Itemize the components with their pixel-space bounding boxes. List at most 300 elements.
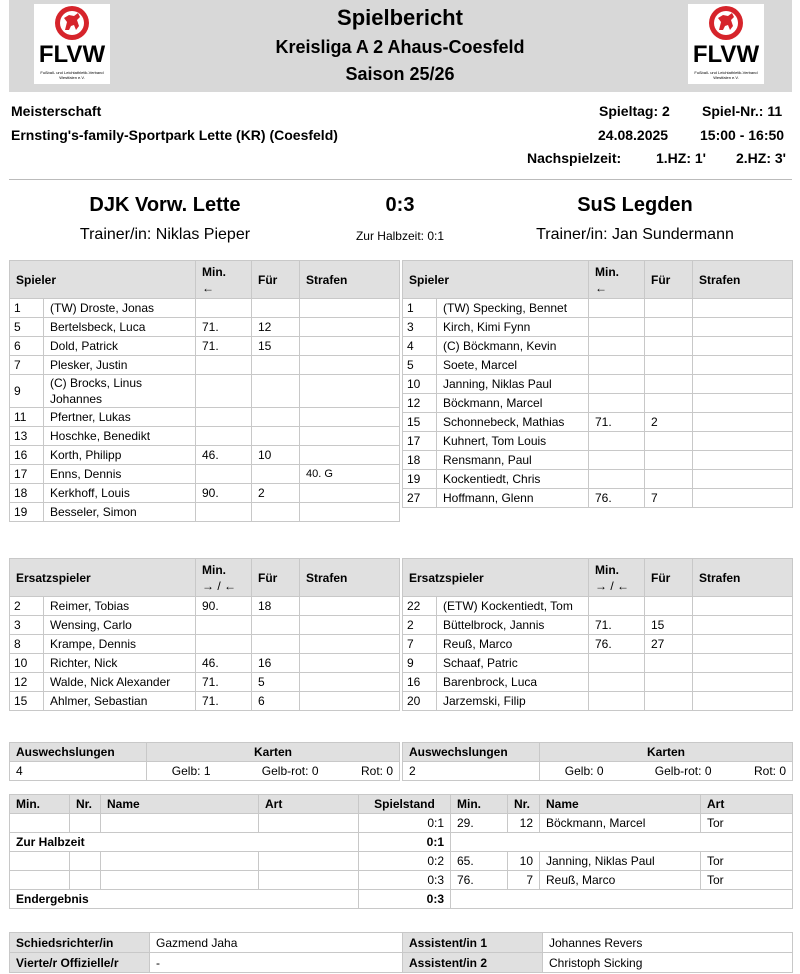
- player-strafen: [693, 432, 793, 451]
- player-nr: 7: [403, 635, 437, 654]
- halftime-score-cell: 0:1: [359, 833, 451, 852]
- player-fuer: [645, 394, 693, 413]
- player-min: 90.: [196, 597, 252, 616]
- player-strafen: [693, 337, 793, 356]
- player-min: [589, 470, 645, 489]
- player-nr: 20: [403, 692, 437, 711]
- player-name: Kuhnert, Tom Louis: [437, 432, 589, 451]
- table-header: [403, 559, 793, 597]
- player-fuer: 18: [252, 597, 300, 616]
- spieler-header: Spieler: [10, 261, 196, 299]
- min-header: [589, 261, 645, 299]
- table-row: [403, 356, 793, 375]
- player-min: 46.: [196, 654, 252, 673]
- gelb-count: Gelb: 0: [540, 762, 610, 781]
- gelbrot-count: Gelb-rot: 0: [217, 762, 325, 781]
- min-arrow: ←: [202, 280, 214, 295]
- player-nr: 27: [403, 489, 437, 508]
- fuer-header: Für: [645, 559, 693, 597]
- away-lineup-table: [402, 260, 793, 508]
- event-name: Reuß, Marco: [540, 871, 701, 890]
- event-score: 0:3: [359, 871, 451, 890]
- player-min: 71.: [589, 413, 645, 432]
- player-name: (ETW) Kockentiedt, Tom: [437, 597, 589, 616]
- player-name: Enns, Dennis: [44, 465, 196, 484]
- player-name: (TW) Droste, Jonas: [44, 299, 196, 318]
- player-name: Besseler, Simon: [44, 503, 196, 522]
- player-fuer: [252, 299, 300, 318]
- player-min: [196, 427, 252, 446]
- player-name: Janning, Niklas Paul: [437, 375, 589, 394]
- player-fuer: [252, 427, 300, 446]
- match-time: 15:00 - 16:50: [700, 127, 785, 143]
- table-row: [10, 616, 400, 635]
- final-row: [10, 890, 793, 909]
- player-name: Richter, Nick: [44, 654, 196, 673]
- event-min: 76.: [451, 871, 508, 890]
- player-min: [196, 375, 252, 408]
- player-strafen: [693, 394, 793, 413]
- table-row: [403, 432, 793, 451]
- player-strafen: [300, 408, 400, 427]
- ass1-label: Assistent/in 1: [403, 933, 543, 953]
- player-nr: 16: [10, 446, 44, 465]
- player-strafen: [693, 489, 793, 508]
- player-min: [196, 356, 252, 375]
- player-name: Rensmann, Paul: [437, 451, 589, 470]
- player-strafen: [693, 470, 793, 489]
- table-row: [10, 446, 400, 465]
- player-nr: 10: [403, 375, 437, 394]
- min-arrow: → / ←: [595, 578, 630, 593]
- table-row: [10, 692, 400, 711]
- player-strafen: [300, 654, 400, 673]
- logo-subtext: Fußball- und Leichtathletik-Verband Westfalen e.V.: [40, 70, 104, 80]
- player-fuer: 7: [645, 489, 693, 508]
- min-header: [196, 261, 252, 299]
- home-summary-table: [9, 742, 400, 781]
- strafen-header: Strafen: [300, 559, 400, 597]
- table-row: [10, 299, 400, 318]
- table-header: [10, 261, 400, 299]
- player-strafen: [300, 446, 400, 465]
- nachspielzeit-label: Nachspielzeit:: [527, 150, 622, 166]
- player-name: Plesker, Justin: [44, 356, 196, 375]
- event-name: Janning, Niklas Paul: [540, 852, 701, 871]
- endergebnis-score: 0:3: [359, 890, 451, 909]
- endergebnis-label: Endergebnis: [10, 890, 359, 909]
- away-subs-table: [402, 558, 793, 711]
- table-row: [10, 673, 400, 692]
- halftime-row: [10, 833, 793, 852]
- player-fuer: 15: [645, 616, 693, 635]
- player-min: 71.: [589, 616, 645, 635]
- player-strafen: [300, 597, 400, 616]
- player-fuer: [645, 673, 693, 692]
- auswechslungen-header: Auswechslungen: [403, 743, 540, 762]
- halftime-label: Zur Halbzeit: [10, 833, 359, 852]
- player-fuer: [645, 470, 693, 489]
- player-name: Pfertner, Lukas: [44, 408, 196, 427]
- min-label: Min.: [595, 562, 619, 577]
- home-subs-table: [9, 558, 400, 711]
- player-nr: 1: [403, 299, 437, 318]
- ersatz-header: Ersatzspieler: [10, 559, 196, 597]
- player-fuer: 27: [645, 635, 693, 654]
- player-min: [589, 299, 645, 318]
- player-min: [196, 408, 252, 427]
- player-strafen: [693, 318, 793, 337]
- player-strafen: [693, 451, 793, 470]
- logo-subtext: Fußball- und Leichtathletik-Verband Westfalen e.V.: [694, 70, 758, 80]
- ass2-name: Christoph Sicking: [543, 953, 793, 973]
- player-min: [589, 451, 645, 470]
- gelbrot-count: Gelb-rot: 0: [610, 762, 718, 781]
- table-row: [10, 654, 400, 673]
- player-name: Reimer, Tobias: [44, 597, 196, 616]
- player-name: Walde, Nick Alexander: [44, 673, 196, 692]
- table-row: [403, 635, 793, 654]
- home-team-name: DJK Vorw. Lette: [89, 194, 241, 216]
- table-row: [10, 814, 793, 833]
- halftime-score: Zur Halbzeit: 0:1: [355, 229, 445, 243]
- fuer-header: Für: [252, 559, 300, 597]
- table-row: [403, 299, 793, 318]
- table-row: [10, 408, 400, 427]
- rot-count: Rot: 0: [718, 762, 793, 781]
- player-name: Barenbrock, Luca: [437, 673, 589, 692]
- player-min: [589, 318, 645, 337]
- player-strafen: [300, 484, 400, 503]
- match-date: 24.08.2025: [598, 127, 669, 143]
- player-strafen: 40. G: [300, 465, 400, 484]
- player-nr: 16: [403, 673, 437, 692]
- logo-text: FLVW: [692, 41, 760, 68]
- events-min-header: Min.: [451, 795, 508, 814]
- player-fuer: 2: [645, 413, 693, 432]
- event-art: Tor: [701, 852, 793, 871]
- player-strafen: [693, 356, 793, 375]
- min-header: [196, 559, 252, 597]
- player-fuer: 12: [252, 318, 300, 337]
- events-spielstand-header: Spielstand: [359, 795, 451, 814]
- player-fuer: [645, 337, 693, 356]
- event-art: Tor: [701, 814, 793, 833]
- player-name: Böckmann, Marcel: [437, 394, 589, 413]
- player-nr: 6: [10, 337, 44, 356]
- event-name: Böckmann, Marcel: [540, 814, 701, 833]
- table-row: [10, 427, 400, 446]
- table-header: [403, 261, 793, 299]
- player-strafen: [693, 299, 793, 318]
- player-nr: 5: [403, 356, 437, 375]
- table-row: [403, 597, 793, 616]
- player-nr: 18: [403, 451, 437, 470]
- player-strafen: [693, 616, 793, 635]
- player-nr: 10: [10, 654, 44, 673]
- player-min: 71.: [196, 337, 252, 356]
- player-strafen: [693, 673, 793, 692]
- table-row: [10, 503, 400, 522]
- player-name: (TW) Specking, Bennet: [437, 299, 589, 318]
- player-strafen: [300, 616, 400, 635]
- player-strafen: [300, 427, 400, 446]
- event-art: Tor: [701, 871, 793, 890]
- player-fuer: [645, 299, 693, 318]
- player-name: Büttelbrock, Jannis: [437, 616, 589, 635]
- event-nr: 12: [508, 814, 540, 833]
- vierte-label: Vierte/r Offizielle/r: [10, 953, 150, 973]
- table-row: [10, 484, 400, 503]
- player-min: 71.: [196, 692, 252, 711]
- player-strafen: [300, 673, 400, 692]
- player-min: [589, 692, 645, 711]
- player-name: Bertelsbeck, Luca: [44, 318, 196, 337]
- table-row: [10, 337, 400, 356]
- player-fuer: [252, 356, 300, 375]
- player-fuer: 10: [252, 446, 300, 465]
- player-nr: 9: [10, 375, 44, 408]
- player-nr: 3: [10, 616, 44, 635]
- player-min: [196, 616, 252, 635]
- strafen-header: Strafen: [693, 559, 793, 597]
- karten-header: Karten: [540, 743, 793, 762]
- auswechslungen-header: Auswechslungen: [10, 743, 147, 762]
- fuer-header: Für: [252, 261, 300, 299]
- events-art-header: Art: [259, 795, 359, 814]
- player-fuer: [645, 692, 693, 711]
- player-fuer: [645, 432, 693, 451]
- away-team-name: SuS Legden: [577, 194, 693, 216]
- player-min: [589, 432, 645, 451]
- player-nr: 4: [403, 337, 437, 356]
- player-name: (C) Böckmann, Kevin: [437, 337, 589, 356]
- player-name: Hoschke, Benedikt: [44, 427, 196, 446]
- table-row: [403, 654, 793, 673]
- table-row: [10, 356, 400, 375]
- event-nr: 10: [508, 852, 540, 871]
- season-title: Saison 25/26: [345, 64, 455, 84]
- player-fuer: 2: [252, 484, 300, 503]
- player-nr: 2: [10, 597, 44, 616]
- player-min: 90.: [196, 484, 252, 503]
- table-row: [403, 318, 793, 337]
- events-name-header: Name: [101, 795, 259, 814]
- player-name: Kockentiedt, Chris: [437, 470, 589, 489]
- events-nr-header: Nr.: [70, 795, 101, 814]
- player-nr: 5: [10, 318, 44, 337]
- player-name: Korth, Philipp: [44, 446, 196, 465]
- table-row: [403, 337, 793, 356]
- player-fuer: [252, 375, 300, 408]
- player-fuer: [252, 635, 300, 654]
- venue: Ernsting's-family-Sportpark Lette (KR) (Coesfeld): [11, 127, 338, 143]
- player-fuer: 5: [252, 673, 300, 692]
- player-min: [589, 394, 645, 413]
- event-score: 0:2: [359, 852, 451, 871]
- player-min: 76.: [589, 635, 645, 654]
- player-fuer: 16: [252, 654, 300, 673]
- player-nr: 17: [403, 432, 437, 451]
- player-min: 71.: [196, 673, 252, 692]
- events-min-header: Min.: [10, 795, 70, 814]
- min-label: Min.: [595, 264, 619, 279]
- table-row: [403, 692, 793, 711]
- player-min: [589, 597, 645, 616]
- events-art-header: Art: [701, 795, 793, 814]
- player-nr: 12: [10, 673, 44, 692]
- min-arrow: ←: [595, 280, 607, 295]
- player-nr: 8: [10, 635, 44, 654]
- player-name: Krampe, Dennis: [44, 635, 196, 654]
- table-row: [10, 597, 400, 616]
- table-row: [10, 465, 400, 484]
- player-strafen: [300, 503, 400, 522]
- schiri-name: Gazmend Jaha: [150, 933, 403, 953]
- away-summary-table: [402, 742, 793, 781]
- ass2-label: Assistent/in 2: [403, 953, 543, 973]
- nachspielzeit-hz1: 1.HZ: 1': [656, 150, 707, 166]
- event-min: 65.: [451, 852, 508, 871]
- player-name: Reuß, Marco: [437, 635, 589, 654]
- player-name: Soete, Marcel: [437, 356, 589, 375]
- player-nr: 12: [403, 394, 437, 413]
- player-name: Jarzemski, Filip: [437, 692, 589, 711]
- player-nr: 3: [403, 318, 437, 337]
- player-fuer: [645, 356, 693, 375]
- home-lineup-table: [9, 260, 400, 522]
- player-min: [196, 635, 252, 654]
- event-min: 29.: [451, 814, 508, 833]
- player-min: [196, 503, 252, 522]
- logo-text: FLVW: [38, 41, 106, 68]
- player-strafen: [693, 597, 793, 616]
- player-nr: 15: [403, 413, 437, 432]
- player-nr: 7: [10, 356, 44, 375]
- table-header: [10, 559, 400, 597]
- min-label: Min.: [202, 562, 226, 577]
- auswechslungen-count: 2: [403, 762, 540, 781]
- spiel-nr: Spiel-Nr.: 11: [702, 103, 783, 119]
- table-row: [403, 673, 793, 692]
- player-nr: 13: [10, 427, 44, 446]
- player-fuer: [645, 597, 693, 616]
- player-name: Schonnebeck, Mathias: [437, 413, 589, 432]
- table-row: [10, 852, 793, 871]
- player-strafen: [300, 692, 400, 711]
- player-min: [589, 673, 645, 692]
- player-fuer: [645, 654, 693, 673]
- event-nr: 7: [508, 871, 540, 890]
- table-row: [403, 375, 793, 394]
- min-header: [589, 559, 645, 597]
- player-name: Ahlmer, Sebastian: [44, 692, 196, 711]
- player-strafen: [693, 375, 793, 394]
- league-title: Kreisliga A 2 Ahaus-Coesfeld: [275, 37, 525, 57]
- strafen-header: Strafen: [300, 261, 400, 299]
- player-nr: 9: [403, 654, 437, 673]
- competition-type: Meisterschaft: [11, 103, 102, 119]
- player-name: Kerkhoff, Louis: [44, 484, 196, 503]
- table-row: [403, 413, 793, 432]
- player-fuer: [645, 375, 693, 394]
- table-row: [403, 394, 793, 413]
- player-name: Schaaf, Patric: [437, 654, 589, 673]
- spieler-header: Spieler: [403, 261, 589, 299]
- player-fuer: [645, 318, 693, 337]
- player-name: Hoffmann, Glenn: [437, 489, 589, 508]
- schiri-label: Schiedsrichter/in: [10, 933, 150, 953]
- page-title: Spielbericht: [337, 5, 463, 30]
- events-nr-header: Nr.: [508, 795, 540, 814]
- table-row: [10, 375, 400, 408]
- min-arrow: → / ←: [202, 578, 237, 593]
- ersatz-header: Ersatzspieler: [403, 559, 589, 597]
- table-row: [403, 470, 793, 489]
- auswechslungen-count: 4: [10, 762, 147, 781]
- player-nr: 22: [403, 597, 437, 616]
- player-fuer: [252, 465, 300, 484]
- player-strafen: [300, 318, 400, 337]
- player-strafen: [300, 635, 400, 654]
- player-fuer: [645, 451, 693, 470]
- player-fuer: 15: [252, 337, 300, 356]
- divider: [9, 179, 792, 180]
- player-min: [589, 337, 645, 356]
- player-name: Wensing, Carlo: [44, 616, 196, 635]
- player-strafen: [693, 692, 793, 711]
- player-min: 76.: [589, 489, 645, 508]
- table-row: [403, 489, 793, 508]
- player-nr: 19: [10, 503, 44, 522]
- table-row: [10, 871, 793, 890]
- player-nr: 17: [10, 465, 44, 484]
- player-nr: 19: [403, 470, 437, 489]
- player-strafen: [693, 654, 793, 673]
- gelb-count: Gelb: 1: [147, 762, 217, 781]
- strafen-header: Strafen: [693, 261, 793, 299]
- player-name: (C) Brocks, Linus Johannes: [44, 375, 196, 408]
- player-fuer: [252, 616, 300, 635]
- table-row: [403, 616, 793, 635]
- ass1-name: Johannes Revers: [543, 933, 793, 953]
- player-min: 46.: [196, 446, 252, 465]
- player-fuer: 6: [252, 692, 300, 711]
- away-trainer: Trainer/in: Jan Sundermann: [536, 226, 734, 243]
- player-min: [196, 299, 252, 318]
- player-fuer: [252, 503, 300, 522]
- nachspielzeit-hz2: 2.HZ: 3': [736, 150, 787, 166]
- player-nr: 18: [10, 484, 44, 503]
- player-name: Kirch, Kimi Fynn: [437, 318, 589, 337]
- table-row: [10, 635, 400, 654]
- spieltag: Spieltag: 2: [599, 103, 670, 119]
- player-fuer: [252, 408, 300, 427]
- fuer-header: Für: [645, 261, 693, 299]
- match-events-table: [9, 794, 793, 909]
- player-strafen: [693, 413, 793, 432]
- player-min: 71.: [196, 318, 252, 337]
- event-score: 0:1: [359, 814, 451, 833]
- player-nr: 15: [10, 692, 44, 711]
- officials-table: [9, 932, 793, 973]
- events-name-header: Name: [540, 795, 701, 814]
- karten-header: Karten: [147, 743, 400, 762]
- table-row: [403, 451, 793, 470]
- player-min: [589, 375, 645, 394]
- player-name: Dold, Patrick: [44, 337, 196, 356]
- player-min: [589, 654, 645, 673]
